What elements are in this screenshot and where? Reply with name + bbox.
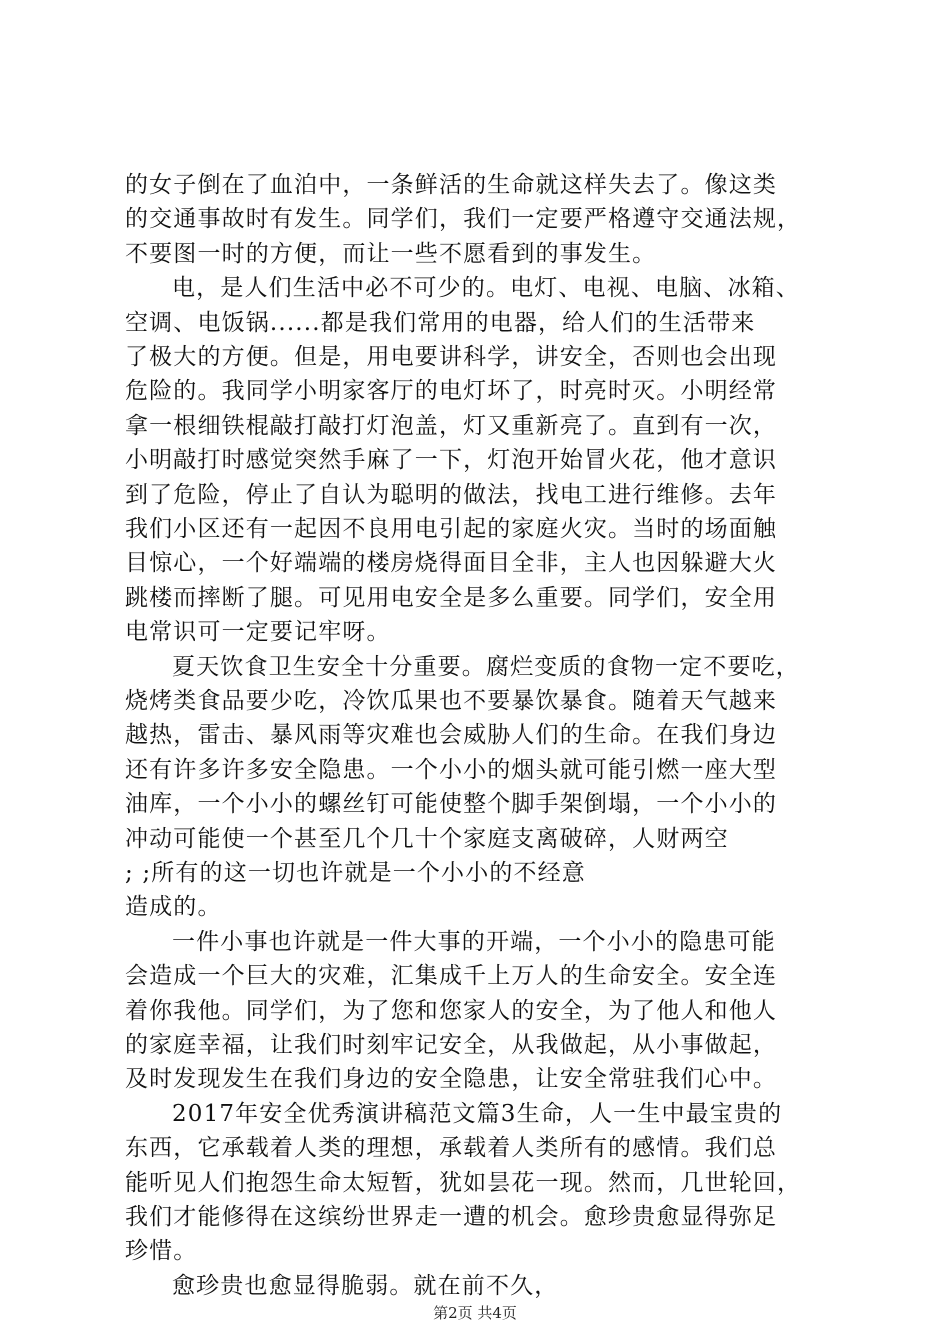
text-line: 小明敲打时感觉突然手麻了一下，灯泡开始冒火花，他才意识 [125,447,778,474]
text-line: 还有许多许多安全隐患。一个小小的烟头就可能引燃一座大型 [125,756,778,783]
text-line: 拿一根细铁棍敲打敲打灯泡盖，灯又重新亮了。直到有一次， [125,412,778,439]
text-line: 会造成一个巨大的灾难，汇集成千上万人的生命安全。安全连 [125,963,778,990]
text-line: 危险的。我同学小明家客厅的电灯坏了，时亮时灭。小明经常 [125,378,778,405]
text-line: 到了危险，停止了自认为聪明的做法，找电工进行维修。去年 [125,481,778,508]
text-line: 我们才能修得在这缤纷世界走一遭的机会。愈珍贵愈显得弥足 [125,1204,778,1230]
text-line: 电，是人们生活中必不可少的。电灯、电视、电脑、冰箱、 [172,275,800,302]
text-line: 东西，它承载着人类的理想，承载着人类所有的感情。我们总 [125,1135,778,1162]
text-line: 空调、电饭锅......都是我们常用的电器，给人们的生活带来 [125,309,756,336]
text-line: 着你我他。同学们，为了您和您家人的安全，为了他人和他人 [125,997,778,1024]
text-line: 我们小区还有一起因不良用电引起的家庭火灾。当时的场面触 [125,516,778,542]
text-line: 2017年安全优秀演讲稿范文篇3生命，人一生中最宝贵的 [172,1100,783,1127]
text-line: 及时发现发生在我们身边的安全隐患，让安全常驻我们心中。 [125,1066,778,1093]
text-line: 造成的。 [125,894,222,921]
text-line: 的女子倒在了血泊中，一条鲜活的生命就这样失去了。像这类 [125,172,778,198]
text-line: 一件小事也许就是一件大事的开端，一个小小的隐患可能 [172,928,776,955]
text-line: ; ;所有的这一切也许就是一个小小的不经意 [125,860,586,886]
page-footer: 第2页 共4页 [433,1304,517,1322]
text-line: 越热，雷击、暴风雨等灾难也会威胁人们的生命。在我们身边 [125,722,778,749]
text-line: 冲动可能使一个甚至几个几十个家庭支离破碎，人财两空 [125,825,729,852]
text-line: 跳楼而摔断了腿。可见用电安全是多么重要。同学们，安全用 [125,584,778,611]
text-line: 目惊心，一个好端端的楼房烧得面目全非，主人也因躲避大火 [125,550,778,577]
text-line: 的家庭幸福，让我们时刻牢记安全，从我做起，从小事做起， [125,1032,778,1058]
text-line: 能听见人们抱怨生命太短暂，犹如昙花一现。然而，几世轮回， [125,1169,802,1196]
text-line: 愈珍贵也愈显得脆弱。就在前不久， [172,1272,559,1299]
text-line: 了极大的方便。但是，用电要讲科学，讲安全，否则也会出现 [125,344,778,370]
text-line: 烧烤类食品要少吃，冷饮瓜果也不要暴饮暴食。随着天气越来 [125,688,778,714]
text-line: 珍惜。 [125,1238,198,1265]
text-line: 油库，一个小小的螺丝钉可能使整个脚手架倒塌，一个小小的 [125,791,778,818]
text-line: 的交通事故时有发生。同学们，我们一定要严格遵守交通法规， [125,206,802,233]
text-line: 电常识可一定要记牢呀。 [125,619,391,646]
text-line: 不要图一时的方便，而让一些不愿看到的事发生。 [125,240,657,267]
text-line: 夏天饮食卫生安全十分重要。腐烂变质的食物一定不要吃， [172,653,800,680]
